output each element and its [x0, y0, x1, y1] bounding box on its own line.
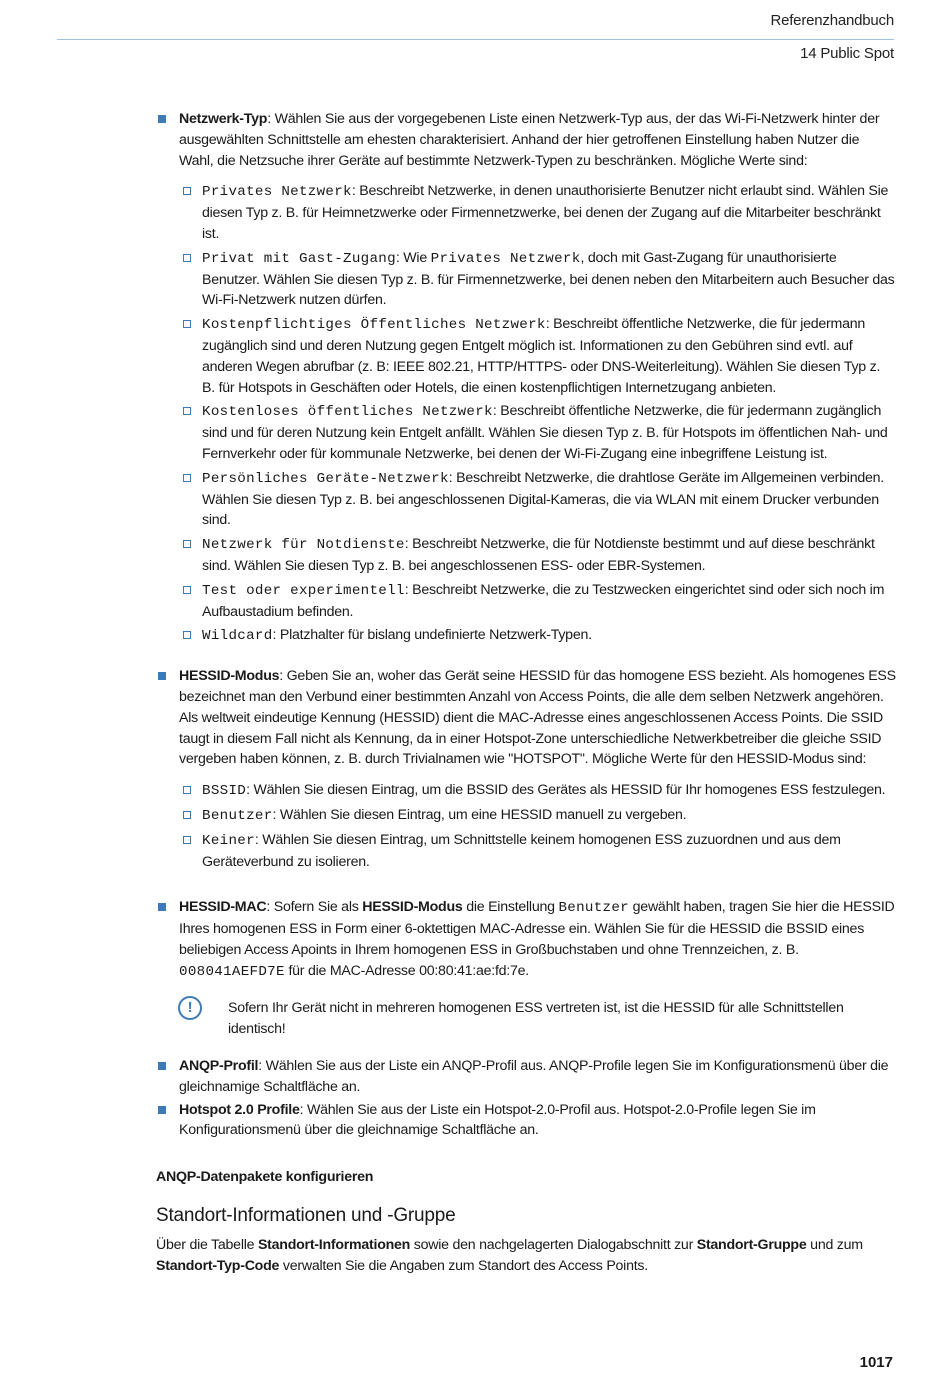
square-bullet-icon	[158, 1062, 166, 1070]
list-item	[179, 181, 896, 244]
hollow-square-bullet-icon	[183, 407, 191, 415]
example-mac: 008041AEFD7E	[179, 963, 285, 980]
list-item-anqp-profil	[156, 1056, 896, 1098]
note-text: Sofern Ihr Gerät nicht in mehreren homogenen ESS vertreten ist, ist die HESSID für alle Schnittstellen identisch!	[228, 1000, 844, 1038]
option-description: : Beschreibt Netzwerke, in denen unauthorisierte Benutzer nicht erlaubt sind. Wählen Sie diesen Typ z. B. für Heimnetzwerke oder Firmennetzwerke, bei denen der Zugang auf die Mitarbeiter beschränkt ist.	[202, 183, 889, 242]
description: : Wählen Sie aus der vorgegebenen Liste einen Netzwerk-Typ aus, der das Wi-Fi-Netzwerk hinter der ausgewählten Schnittstelle am ehesten charakterisiert. Anhand der hier getroffenen Einstellung haben Nutzer die Wahl, die Netzsuche ihrer Geräte auf bestimmte Netzwerk-Typen zu beschränken. Mögliche Werte sind:	[179, 111, 880, 169]
option-description: : Wie	[395, 249, 431, 266]
hollow-square-bullet-icon	[183, 187, 191, 195]
text: und zum	[806, 1236, 863, 1253]
list-item	[179, 580, 896, 623]
list-item	[179, 830, 896, 873]
option-value-ref: Privates Netzwerk	[430, 250, 581, 267]
hollow-square-bullet-icon	[183, 786, 191, 794]
option-description: : Beschreibt Netzwerke, die für Notdienste bestimmt und auf diese beschränkt sind. Wählen Sie diesen Typ z. B. bei angeschlossenen ESS- oder EBR-Systemen.	[202, 536, 875, 574]
header-divider	[57, 39, 894, 40]
hollow-square-bullet-icon	[183, 586, 191, 594]
list-item	[179, 625, 896, 647]
list-item	[179, 805, 896, 827]
text: verwalten Sie die Angaben zum Standort des Access Points.	[279, 1257, 648, 1274]
option-description: : Wählen Sie diesen Eintrag, um Schnittstelle keinem homogenen ESS zuzuordnen und aus dem Geräteverbund zu isolieren.	[202, 831, 841, 870]
list-item	[179, 468, 896, 531]
option-value: Test oder experimentell	[202, 582, 405, 599]
option-value: Wildcard	[202, 628, 273, 645]
note-callout	[156, 998, 896, 1040]
option-value: Netzwerk für Notdienste	[202, 537, 405, 554]
option-value: Kostenpflichtiges Öffentliches Netzwerk	[202, 317, 546, 334]
option-value: Privat mit Gast-Zugang	[202, 250, 396, 267]
term: ANQP-Profil	[179, 1058, 259, 1075]
page-number: 1017	[859, 1354, 893, 1371]
option-value: Persönliches Geräte-Netzwerk	[202, 470, 449, 487]
list-item-hotspot-profile	[156, 1100, 896, 1142]
list-item	[179, 401, 896, 464]
term: Hotspot 2.0 Profile	[179, 1101, 300, 1118]
option-list	[179, 780, 896, 872]
hollow-square-bullet-icon	[183, 811, 191, 819]
running-header-book: Referenzhandbuch	[770, 12, 894, 29]
list-item	[179, 780, 896, 802]
term: Netzwerk-Typ	[179, 111, 268, 127]
section-heading-standort: Standort-Informationen und -Gruppe	[156, 1205, 456, 1227]
option-description: : Beschreibt Netzwerke, die zu Testzwecken eingerichtet sind oder sich noch im Aufbaustadium befinden.	[202, 581, 885, 620]
hollow-square-bullet-icon	[183, 631, 191, 639]
hollow-square-bullet-icon	[183, 474, 191, 482]
option-value: Kostenloses öffentliches Netzwerk	[202, 404, 493, 421]
term: HESSID-Modus	[179, 668, 280, 685]
list-item-hessid-modus	[156, 666, 896, 872]
option-value: BSSID	[202, 783, 247, 800]
description: für die MAC-Adresse 00:80:41:ae:fd:7e.	[284, 962, 529, 979]
list-item	[179, 534, 896, 577]
running-header-chapter: 14 Public Spot	[800, 45, 894, 62]
text: Über die Tabelle	[156, 1236, 258, 1253]
text: sowie den nachgelagerten Dialogabschnitt zur	[410, 1236, 697, 1253]
term: Standort-Gruppe	[696, 1236, 807, 1253]
description: gewählt haben, tragen Sie hier die HESSID Ihres homogenen ESS in Form einer 6-oktettigen MAC-Adresse ein. Wählen Sie für die HESSID die BSSID eines beliebigen Access Apoints in Ihrem homogenen ESS in Großbuchstaben und ohne Trennzeichen, z. B.	[179, 899, 895, 958]
square-bullet-icon	[158, 1106, 166, 1114]
list-item-netzwerk-typ	[156, 109, 896, 647]
term: Standort-Informationen	[257, 1236, 411, 1253]
hollow-square-bullet-icon	[183, 320, 191, 328]
option-description: : Wählen Sie diesen Eintrag, um die BSSID des Gerätes als HESSID für Ihr homogenes ESS festzulegen.	[246, 782, 886, 799]
description: die Einstellung	[462, 899, 559, 916]
description: : Geben Sie an, woher das Gerät seine HESSID für das homogene ESS bezieht. Als homogenes ESS bezeichnet man den Verbund einer bestimmten Anzahl von Access Points, die alle dem selben Netzwerk angehören. Als weltweit eindeutige Kennung (HESSID) dient die MAC-Adresse eines angeschlossenen Access Points. Die SSID taugt in diesem Fall nicht als Kennung, da in einer Hotspot-Zone unterschiedliche Netwerkbetreiber die gleiche SSID vergeben haben können, z. B. durch Trivialnamen wie "HOTSPOT". Mögliche Werte für den HESSID-Modus sind:	[179, 668, 896, 768]
option-value: Privates Netzwerk	[202, 184, 352, 201]
option-description: : Beschreibt öffentliche Netzwerke, die für jedermann zugänglich sind und für deren Nutzung kein Entgelt anfällt. Wählen Sie diesen Typ z. B. für Hotspots im öffentlichen Nah- und Fernverkehr oder für kommunale Netzwerke, bei denen der Wi-Fi-Zugang eine inbegriffene Leistung ist.	[202, 403, 888, 462]
page-content	[156, 109, 896, 1276]
term-ref: HESSID-Modus	[362, 899, 463, 916]
exclamation-icon: !	[178, 996, 202, 1020]
square-bullet-icon	[158, 115, 166, 123]
option-value: Benutzer	[202, 807, 273, 824]
option-description: : Wählen Sie diesen Eintrag, um eine HESSID manuell zu vergeben.	[272, 806, 687, 823]
option-description: : Beschreibt öffentliche Netzwerke, die für jedermann zugänglich sind und deren Nutzung gegen Entgelt möglich ist. Informationen zu den Gebühren sind evtl. auf anderen Wegen abrufbar (z. B: IEEE 802.21, HTTP/HTTPS- oder DNS-Weiterleitung). Wählen Sie diesen Typ z. B. für Hotspots in Geschäften oder Hotels, die einen kostenpflichtigen Internetzugang anbieten.	[202, 316, 881, 396]
list-item-hessid-mac	[156, 897, 896, 982]
hollow-square-bullet-icon	[183, 836, 191, 844]
option-description: , doch mit Gast-Zugang für unauthorisierte Benutzer. Wählen Sie diesen Typ z. B. für Firmennetzwerke, bei denen neben den Mitarbeitern auch Besucher das Wi-Fi-Netzwerk nutzen dürfen.	[202, 249, 895, 309]
option-description: : Platzhalter für bislang undefinierte Netzwerk-Typen.	[272, 627, 592, 644]
term: Standort-Typ-Code	[156, 1257, 280, 1274]
hollow-square-bullet-icon	[183, 254, 191, 262]
square-bullet-icon	[158, 672, 166, 680]
description: : Wählen Sie aus der Liste ein ANQP-Profil aus. ANQP-Profile legen Sie im Konfigurationsmenü über die gleichnamige Schaltfläche an.	[179, 1058, 889, 1095]
description: : Wählen Sie aus der Liste ein Hotspot-2.0-Profil aus. Hotspot-2.0-Profile legen Sie im Konfigurationsmenü über die gleichnamige Schaltfläche an.	[179, 1101, 816, 1139]
standort-paragraph	[156, 1235, 896, 1277]
hollow-square-bullet-icon	[183, 540, 191, 548]
list-item	[179, 248, 896, 311]
list-item	[179, 314, 896, 398]
option-list	[179, 181, 896, 647]
description: : Sofern Sie als	[266, 899, 363, 916]
term: HESSID-MAC	[179, 899, 267, 916]
option-description: : Beschreibt Netzwerke, die drahtlose Geräte im Allgemeinen verbinden. Wählen Sie diesen Typ z. B. bei angeschlossenen Digital-Kameras, die via WLAN mit einem Drucker verbunden sind.	[202, 469, 884, 529]
section-heading-anqp: ANQP-Datenpakete konfigurieren	[156, 1169, 374, 1186]
option-value-ref: Benutzer	[558, 900, 629, 917]
square-bullet-icon	[158, 903, 166, 911]
option-value: Keiner	[202, 832, 255, 849]
